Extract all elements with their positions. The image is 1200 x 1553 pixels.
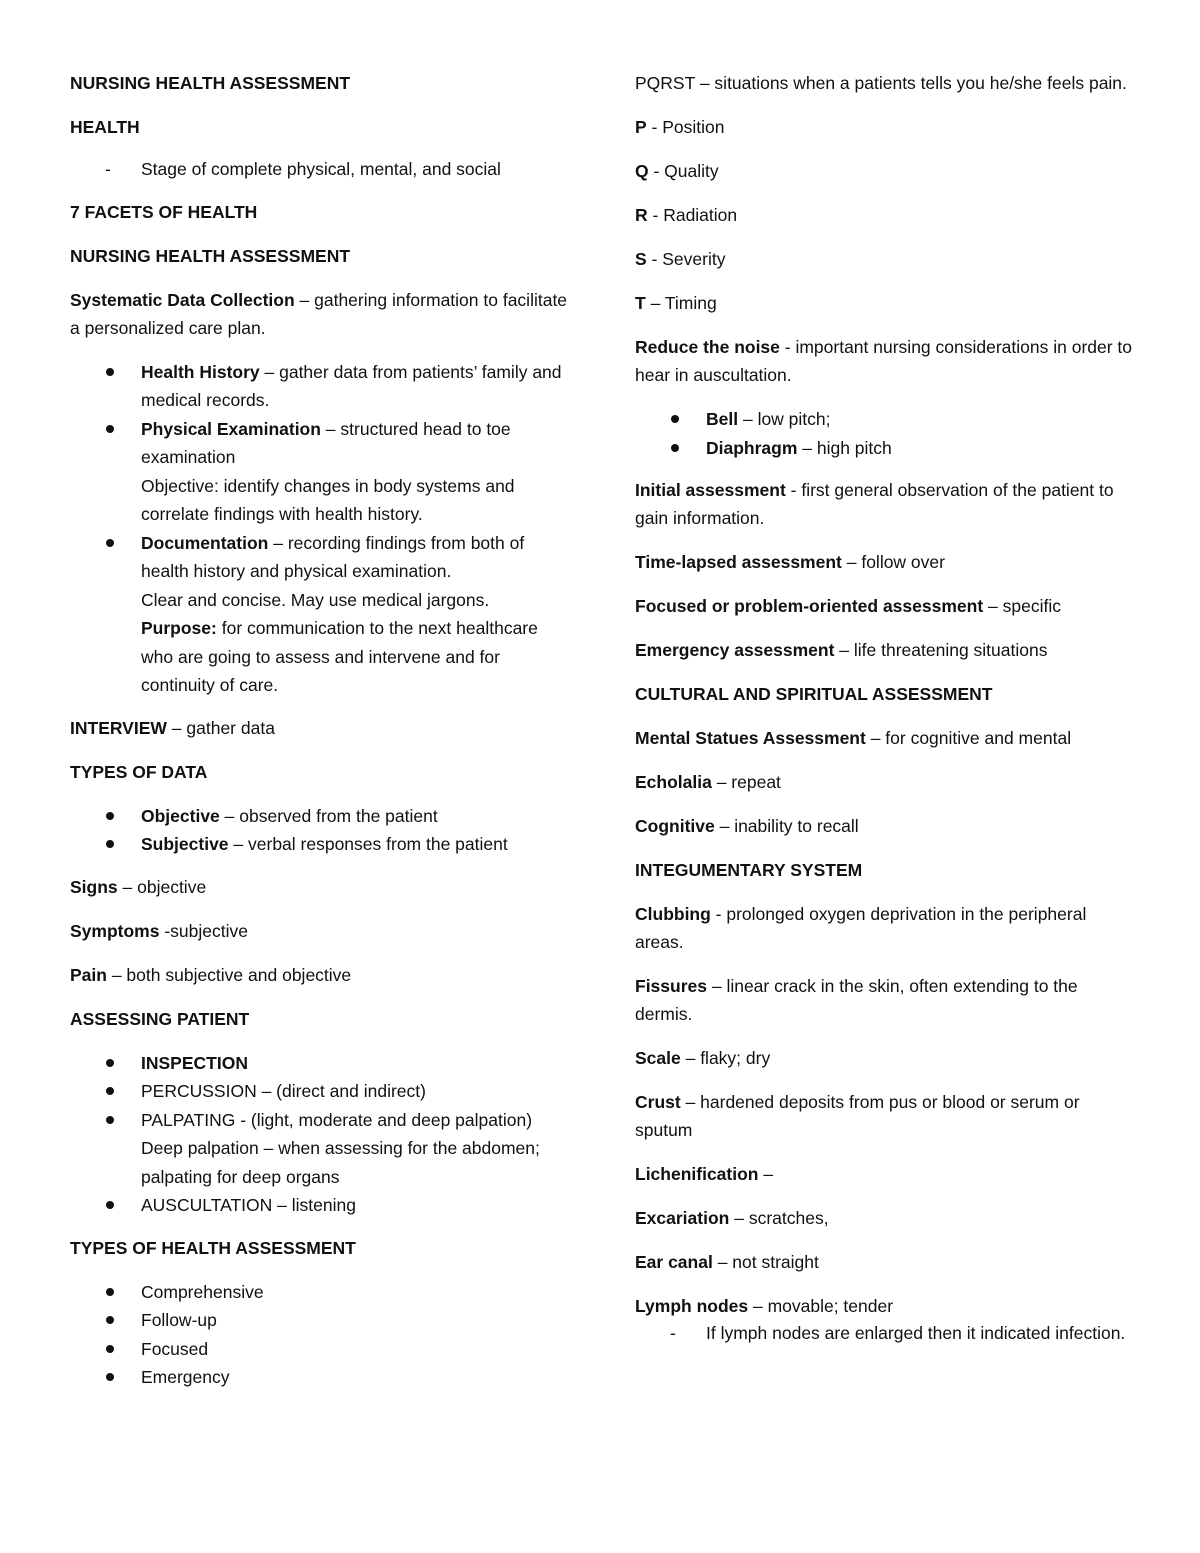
types-data-heading: TYPES OF DATA: [70, 761, 208, 782]
scale-paragraph: Scale – flaky; dry: [635, 1048, 771, 1068]
sdc-paragraph: Systematic Data Collection – gathering information to facilitate a personalized care plan.: [70, 289, 568, 338]
lymph-note: - If lymph nodes are enlarged then it indicated infection.: [635, 1320, 1135, 1346]
excariation-paragraph: Excariation – scratches,: [635, 1208, 829, 1228]
initial-paragraph: Initial assessment - first general observation of the patient to gain information.: [635, 480, 1114, 528]
list-item: Physical Examination – structured head to toe examination Objective: identify changes in body systems and correlate findings with health history.: [70, 415, 570, 529]
fissures-paragraph: Fissures – linear crack in the skin, often extending to the dermis.: [635, 976, 1078, 1024]
list-item: Diaphragm – high pitch: [635, 434, 1135, 463]
pqrst-item: T – Timing: [635, 293, 717, 313]
list-item: Subjective – verbal responses from the patient: [70, 830, 570, 859]
bullet-icon: [671, 444, 679, 452]
time-lapsed-paragraph: Time-lapsed assessment – follow over: [635, 552, 945, 572]
cultural-heading: CULTURAL AND SPIRITUAL ASSESSMENT: [635, 684, 993, 704]
assessing-list: [70, 1049, 570, 1220]
list-item: PERCUSSION – (direct and indirect): [70, 1077, 570, 1106]
pain-paragraph: Pain – both subjective and objective: [70, 964, 352, 985]
types-assessment-heading: TYPES OF HEALTH ASSESSMENT: [70, 1237, 356, 1258]
document-title: NURSING HEALTH ASSESSMENT: [70, 73, 351, 93]
bullet-icon: [106, 425, 114, 433]
nha-heading: NURSING HEALTH ASSESSMENT: [70, 245, 351, 266]
bullet-icon: [671, 415, 679, 423]
assessing-heading: ASSESSING PATIENT: [70, 1008, 250, 1029]
crust-paragraph: Crust – hardened deposits from pus or blood or serum or sputum: [635, 1092, 1080, 1140]
dash-marker: -: [105, 159, 111, 179]
list-item: PALPATING - (light, moderate and deep palpation) Deep palpation – when assessing for the abdomen; palpating for deep organs: [70, 1106, 570, 1192]
list-item: Emergency: [70, 1363, 570, 1392]
bullet-icon: [106, 1316, 114, 1324]
bullet-icon: [106, 1059, 114, 1067]
right-column: [635, 69, 1135, 1360]
bullet-icon: [106, 1201, 114, 1209]
bullet-icon: [106, 539, 114, 547]
list-item: Follow-up: [70, 1306, 570, 1335]
facets-heading: 7 FACETS OF HEALTH: [70, 201, 258, 222]
health-list: [70, 155, 570, 184]
cognitive-paragraph: Cognitive – inability to recall: [635, 816, 859, 836]
dash-marker: -: [670, 1323, 676, 1343]
list-item: Focused: [70, 1335, 570, 1364]
symptoms-paragraph: Symptoms -subjective: [70, 920, 248, 941]
list-item: AUSCULTATION – listening: [70, 1191, 570, 1220]
bullet-icon: [106, 1345, 114, 1353]
pqrst-paragraph: PQRST – situations when a patients tells you he/she feels pain.: [635, 73, 1127, 93]
types-assessment-list: [70, 1278, 570, 1392]
focused-paragraph: Focused or problem-oriented assessment – specific: [635, 596, 1061, 616]
list-item: Objective – observed from the patient: [70, 802, 570, 831]
left-column: [70, 69, 570, 1406]
pqrst-item: S - Severity: [635, 249, 726, 269]
pqrst-item: P - Position: [635, 117, 725, 137]
bullet-icon: [106, 1116, 114, 1124]
stethoscope-list: [635, 405, 1135, 462]
pqrst-item: R - Radiation: [635, 205, 738, 225]
list-item: INSPECTION: [70, 1049, 570, 1078]
sdc-list: [70, 358, 570, 700]
emergency-paragraph: Emergency assessment – life threatening situations: [635, 640, 1048, 660]
mental-paragraph: Mental Statues Assessment – for cognitive and mental: [635, 728, 1072, 748]
bullet-icon: [106, 1373, 114, 1381]
health-heading: HEALTH: [70, 117, 140, 137]
data-types-list: [70, 802, 570, 859]
pqrst-item: Q - Quality: [635, 161, 719, 181]
integumentary-heading: INTEGUMENTARY SYSTEM: [635, 860, 863, 880]
clubbing-paragraph: Clubbing - prolonged oxygen deprivation in the peripheral areas.: [635, 904, 1087, 952]
interview-paragraph: INTERVIEW – gather data: [70, 717, 275, 738]
ear-canal-paragraph: Ear canal – not straight: [635, 1252, 819, 1272]
lymph-paragraph: Lymph nodes – movable; tender: [635, 1296, 894, 1316]
list-item: Health History – gather data from patients’ family and medical records.: [70, 358, 570, 415]
bullet-icon: [106, 1087, 114, 1095]
bullet-icon: [106, 368, 114, 376]
lichenification-paragraph: Lichenification –: [635, 1164, 774, 1184]
health-definition: - Stage of complete physical, mental, and social: [70, 155, 570, 184]
list-item: Bell – low pitch;: [635, 405, 1135, 434]
noise-paragraph: Reduce the noise - important nursing considerations in order to hear in auscultation.: [635, 337, 1133, 385]
echolalia-paragraph: Echolalia – repeat: [635, 772, 781, 792]
bullet-icon: [106, 840, 114, 848]
lymph-list: [635, 1320, 1135, 1346]
list-item: Documentation – recording findings from both of health history and physical examination. Clear and concise. May use medical jargons. Purpose: for communication to the next healthcare who are going to assess and intervene and for continuity of care.: [70, 529, 570, 700]
signs-paragraph: Signs – objective: [70, 876, 207, 897]
bullet-icon: [106, 1288, 114, 1296]
bullet-icon: [106, 812, 114, 820]
list-item: Comprehensive: [70, 1278, 570, 1307]
